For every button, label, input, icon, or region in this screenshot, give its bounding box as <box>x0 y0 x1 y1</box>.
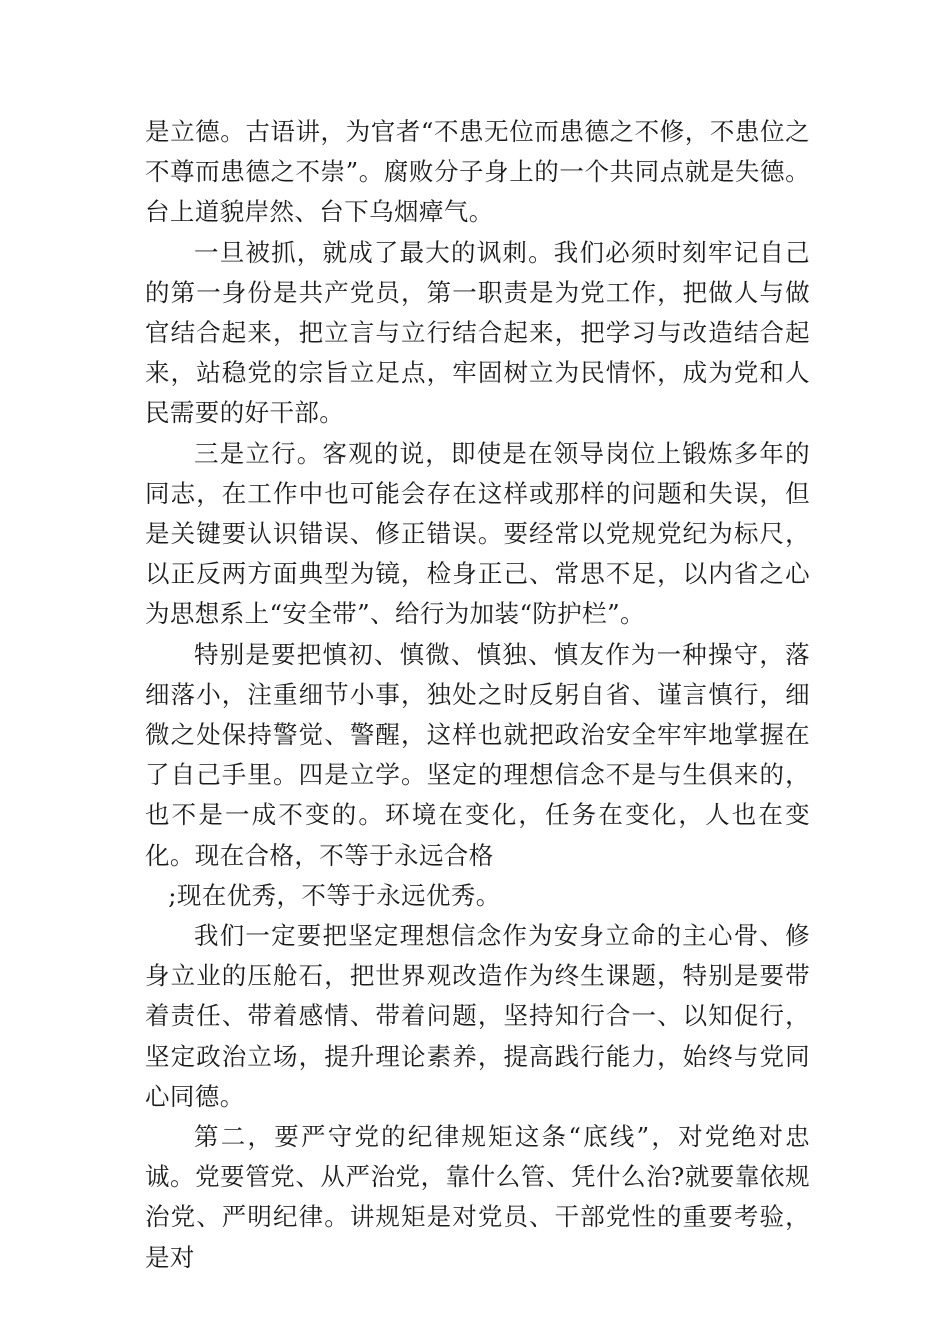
paragraph-li-xing: 三是立行。客观的说，即使是在领导岗位上锻炼多年的同志，在工作中也可能会存在这样或那样的问题和失误，但是关键要认识错误、修正错误。要经常以党规党纪为标尺，以正反两方面典型为镜，检身正己、常思不足，以内省之心为思想系上“安全带”、给行为加装“防护栏”。 <box>145 438 810 629</box>
paragraph-li-de: 是立德。古语讲，为官者“不患无位而患德之不修，不患位之不尊而患德之不崇”。腐败分子身上的一个共同点就是失德。台上道貌岸然、台下乌烟瘴气。 <box>145 117 810 227</box>
paragraph-li-xiang-xin-nian: 我们一定要把坚定理想信念作为安身立命的主心骨、修身立业的压舱石，把世界观改造作为终生课题，特别是要带着责任、带着感情、带着问题，坚持知行合一、以知促行，坚定政治立场，提升理论素养，提高践行能力，始终与党同心同德。 <box>145 921 810 1111</box>
paragraph-you-xiu: ;现在优秀，不等于永远优秀。 <box>168 880 501 910</box>
paragraph-bei-zhua: 一旦被抓，就成了最大的讽刺。我们必须时刻牢记自己的第一身份是共产党员，第一职责是为党工作，把做人与做官结合起来，把立言与立行结合起来，把学习与改造结合起来，站稳党的宗旨立足点，牢固树立为民情怀，成为党和人民需要的好干部。 <box>145 237 810 428</box>
paragraph-di-er: 第二，要严守党的纪律规矩这条“底线”，对党绝对忠诚。党要管党、从严治党，靠什么管、凭什么治?就要靠依规治党、严明纪律。讲规矩是对党员、干部党性的重要考验，是对 <box>145 1122 810 1272</box>
paragraph-shen-chu: 特别是要把慎初、慎微、慎独、慎友作为一种操守，落细落小，注重细节小事，独处之时反躬自省、谨言慎行，细微之处保持警觉、警醒，这样也就把政治安全牢牢地掌握在了自己手里。四是立学。坚定的理想信念不是与生俱来的，也不是一成不变的。环境在变化，任务在变化，人也在变化。现在合格，不等于永远合格 <box>145 639 810 870</box>
document-body <box>145 112 810 1278</box>
